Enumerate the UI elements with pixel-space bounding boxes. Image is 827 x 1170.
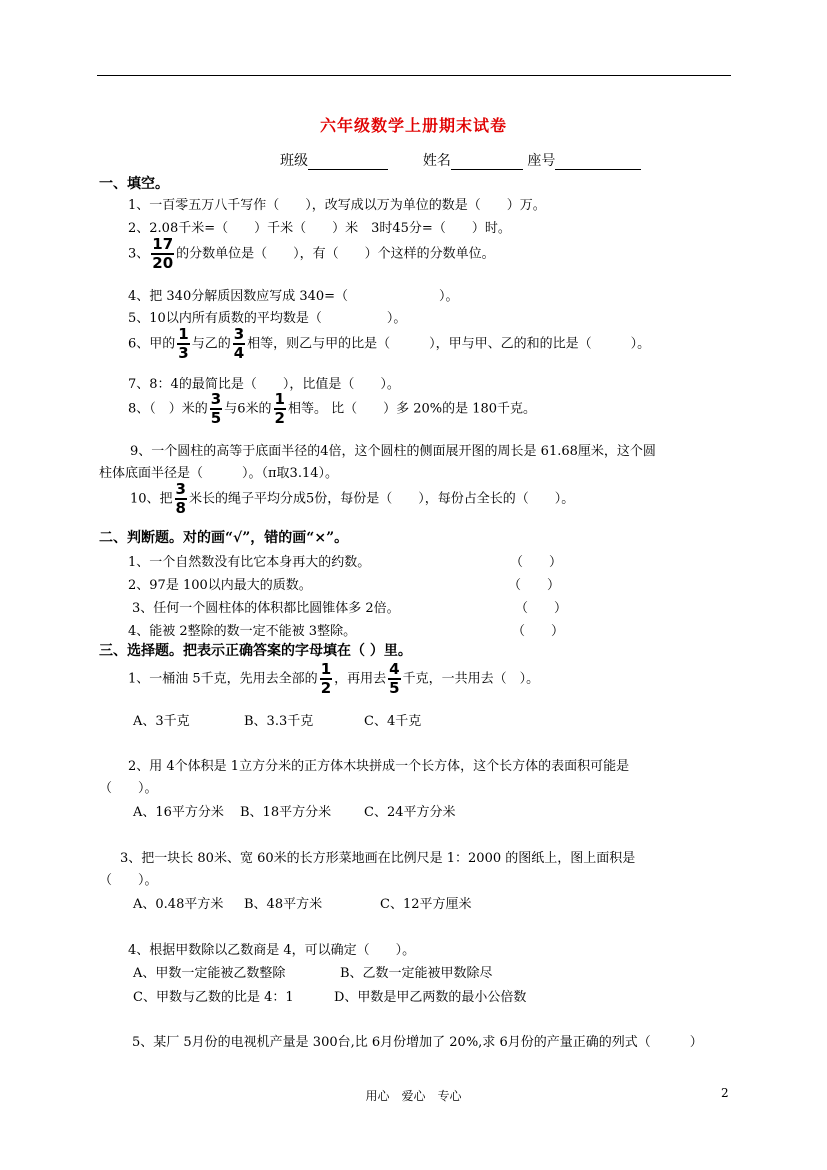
judge-q1: 1、一个自然数没有比它本身再大的约数。 bbox=[128, 555, 371, 570]
choice-q1-text-a: 1、一桶油 5千克，先用去全部的 bbox=[128, 671, 318, 687]
choice-q1-option-b[interactable]: B、3.3千克 bbox=[244, 714, 314, 729]
fill-q10-text-a: 10、把 bbox=[130, 491, 173, 507]
fill-q6 bbox=[128, 327, 650, 361]
fraction-denominator: 3 bbox=[178, 344, 189, 362]
seat-blank[interactable] bbox=[555, 155, 641, 170]
fraction bbox=[151, 237, 174, 271]
fill-q3-num: 3、 bbox=[128, 246, 150, 262]
fraction-denominator: 20 bbox=[152, 254, 174, 272]
fill-q6-text-c: 相等，则乙与甲的比是（ ），甲与甲、乙的和的比是（ ）。 bbox=[247, 336, 651, 352]
choice-q2-line2: （ ）。 bbox=[99, 781, 158, 796]
name-blank[interactable] bbox=[451, 155, 523, 170]
fraction-numerator: 1 bbox=[178, 325, 189, 343]
fill-q3-text: 的分数单位是（ ），有（ ）个这样的分数单位。 bbox=[176, 246, 495, 262]
choice-q4: 4、根据甲数除以乙数商是 4，可以确定（ ）。 bbox=[128, 943, 416, 958]
fraction bbox=[177, 327, 189, 361]
fraction-denominator: 4 bbox=[233, 344, 245, 362]
choice-q3-option-a[interactable]: A、0.48平方米 bbox=[133, 897, 224, 912]
fill-q5: 5、10以内所有质数的平均数是（ ）。 bbox=[128, 311, 407, 326]
fraction-numerator: 3 bbox=[233, 325, 245, 343]
fraction-denominator: 2 bbox=[274, 409, 285, 427]
header-rule bbox=[97, 75, 731, 76]
section-3-heading: 三、选择题。把表示正确答案的字母填在（ ）里。 bbox=[99, 643, 412, 659]
judge-q4-answer[interactable]: （ ） bbox=[512, 624, 565, 639]
fraction bbox=[233, 327, 245, 361]
fraction-denominator: 5 bbox=[389, 679, 400, 697]
page-number: 2 bbox=[721, 1086, 729, 1100]
fraction-denominator: 2 bbox=[320, 679, 332, 697]
choice-q2-option-b[interactable]: B、18平方分米 bbox=[240, 805, 332, 820]
fraction-numerator: 1 bbox=[274, 390, 285, 408]
class-label: 班级 bbox=[280, 153, 308, 169]
fraction-denominator: 5 bbox=[210, 409, 222, 427]
choice-q1-text-c: 千克，一共用去（ ）。 bbox=[402, 671, 540, 687]
choice-q4-option-d[interactable]: D、甲数是甲乙两数的最小公倍数 bbox=[334, 990, 527, 1005]
fill-q9-line2: 柱体底面半径是（ ）。（π取3.14）。 bbox=[99, 466, 338, 481]
fraction-numerator: 4 bbox=[389, 660, 400, 678]
choice-q4-option-b[interactable]: B、乙数一定能被甲数除尽 bbox=[340, 966, 493, 981]
fraction-numerator: 3 bbox=[210, 390, 222, 408]
fraction bbox=[320, 662, 332, 696]
fill-q1: 1、一百零五万八千写作（ ），改写成以万为单位的数是（ ）万。 bbox=[128, 198, 546, 213]
name-label: 姓名 bbox=[422, 153, 451, 169]
choice-q2-line1: 2、用 4个体积是 1立方分米的正方体木块拼成一个长方体，这个长方体的表面积可能是 bbox=[128, 759, 630, 774]
choice-q3-line2: （ ）。 bbox=[99, 873, 158, 888]
fill-q2: 2、2.08千米=（ ）千米（ ）米 3时45分=（ ）时。 bbox=[128, 221, 511, 236]
fill-q7: 7、8：4的最简比是（ ），比值是（ ）。 bbox=[128, 377, 400, 392]
fill-q8-text-a: 8、（ ）米的 bbox=[128, 401, 208, 417]
fraction bbox=[210, 392, 222, 426]
fraction-numerator: 1 bbox=[320, 660, 332, 678]
judge-q2: 2、97是 100以内最大的质数。 bbox=[128, 578, 312, 593]
student-info-line bbox=[280, 150, 641, 170]
page-title: 六年级数学上册期末试卷 bbox=[319, 116, 507, 135]
fill-q10-text-b: 米长的绳子平均分成5份，每份是（ ），每份占全长的（ ）。 bbox=[188, 491, 575, 507]
judge-q3-answer[interactable]: （ ） bbox=[515, 601, 568, 616]
section-1-heading: 一、填空。 bbox=[99, 176, 169, 192]
footer-motto: 用心 爱心 专心 bbox=[365, 1089, 462, 1103]
seat-label: 座号 bbox=[527, 153, 556, 169]
choice-q1-option-c[interactable]: C、4千克 bbox=[364, 714, 422, 729]
fill-q8-text-c: 相等。 比（ ）多 20%的是 180千克。 bbox=[287, 401, 537, 417]
fraction-numerator: 3 bbox=[175, 480, 186, 498]
choice-q5: 5、某厂 5月份的电视机产量是 300台,比 6月份增加了 20%,求 6月份的产量正确的列式（ ） bbox=[132, 1035, 703, 1050]
judge-q1-answer[interactable]: （ ） bbox=[510, 555, 563, 570]
judge-q2-answer[interactable]: （ ） bbox=[508, 578, 561, 593]
fraction bbox=[175, 482, 187, 516]
fraction bbox=[388, 662, 400, 696]
choice-q1 bbox=[128, 662, 539, 696]
choice-q4-option-a[interactable]: A、甲数一定能被乙数整除 bbox=[133, 966, 286, 981]
choice-q1-text-b: ，再用去 bbox=[334, 671, 387, 687]
fill-q4: 4、把 340分解质因数应写成 340=（ ）。 bbox=[128, 289, 459, 304]
judge-q4: 4、能被 2整除的数一定不能被 3整除。 bbox=[128, 624, 357, 639]
choice-q3-option-b[interactable]: B、48平方米 bbox=[244, 897, 323, 912]
class-blank[interactable] bbox=[308, 155, 388, 170]
fraction-numerator: 17 bbox=[152, 235, 174, 253]
fill-q3 bbox=[128, 237, 495, 271]
judge-q3: 3、任何一个圆柱体的体积都比圆锥体多 2倍。 bbox=[132, 601, 400, 616]
fill-q8-text-b: 与6米的 bbox=[224, 401, 272, 417]
fill-q6-text-a: 6、甲的 bbox=[128, 336, 176, 352]
choice-q2-option-a[interactable]: A、16平方分米 bbox=[133, 805, 224, 820]
fill-q10 bbox=[130, 482, 574, 516]
fill-q9-line1: 9、一个圆柱的高等于底面半径的4倍，这个圆柱的侧面展开图的周长是 61.68厘米，这个圆 bbox=[130, 444, 656, 459]
section-2-heading: 二、判断题。对的画“√”，错的画“×”。 bbox=[99, 530, 349, 546]
choice-q2-option-c[interactable]: C、24平方分米 bbox=[364, 805, 456, 820]
fill-q6-text-b: 与乙的 bbox=[191, 336, 231, 352]
choice-q1-option-a[interactable]: A、3千克 bbox=[133, 714, 190, 729]
fraction bbox=[274, 392, 286, 426]
fill-q8 bbox=[128, 392, 536, 426]
choice-q3-option-c[interactable]: C、12平方厘米 bbox=[380, 897, 472, 912]
choice-q3-line1: 3、把一块长 80米、宽 60米的长方形菜地画在比例尺是 1：2000 的图纸上，图上面积是 bbox=[120, 851, 636, 866]
choice-q4-option-c[interactable]: C、甲数与乙数的比是 4：1 bbox=[133, 990, 294, 1005]
fraction-denominator: 8 bbox=[175, 499, 186, 517]
